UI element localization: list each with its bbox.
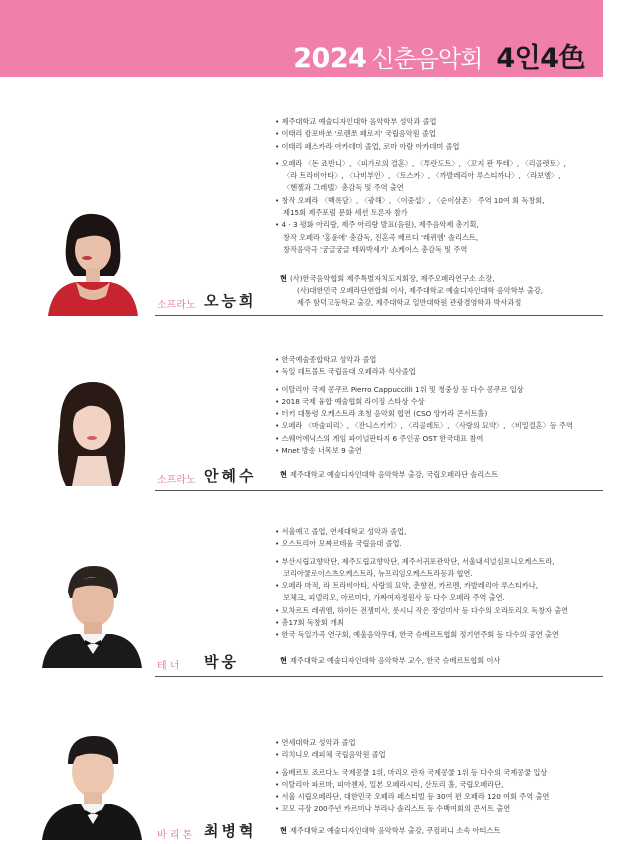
bio-item: • 이태리 캄포바쏘 '로렌쪼 페로지' 국립음악원 졸업: [275, 129, 436, 139]
performer-role: 테 너: [157, 661, 180, 672]
bio-item: 코리아쿨로이스츠오케스트라, 뉴프리임오케스트라등과 협연.: [283, 568, 473, 578]
current-line: (사)대한민국 오페라단연합회 이사, 제주대학교 예술디자인대학 음악학부 출강,: [297, 286, 544, 295]
current-label: 현: [280, 656, 287, 665]
bio-item: • 제주대학교 예술디자인대학 음악학부 성악과 졸업: [275, 117, 437, 126]
bio-item: 보체크, 피델리오, 아르미다, 가짜여자정원사 등 다수 오페라 주역 출연.: [283, 593, 505, 603]
bio-item: • 연세대학교 성악과 졸업: [275, 738, 356, 747]
soprano-portrait-image: [38, 376, 144, 486]
bio-item: • 서울 시립오페라단, 대한민국 오페라 페스티벌 등 30여 편 오페라 120 여회 주역 출연: [275, 792, 550, 802]
bio-item: • 스웨어에닉스의 게임 파이널판타지 6 주인공 OST 한국대표 참여: [275, 433, 484, 443]
performer-photo: [38, 558, 144, 668]
performer-bio: [275, 526, 610, 642]
section-divider: [155, 490, 603, 491]
bio-item: • 서울예고 졸업, 연세대학교 성악과 졸업,: [275, 527, 407, 536]
performer-role: 바 리 톤: [157, 830, 193, 841]
performer-role: 소프라노: [157, 300, 196, 311]
concert-title: [293, 36, 585, 75]
bio-item: • 터키 대통령 오케스트라 초청 음악회 협연 (CSO 앙카라 콘서트홀): [275, 409, 488, 419]
current-line: 제주대학교 예술디자인대학 음악학부 출강, 국립오페라단 솔리스트: [289, 470, 499, 479]
bio-item: 〈헨젤과 그레텔〉총감독 및 주역 출연: [283, 183, 404, 193]
bio-item: • 이탈리아 파르마, 피아첸자, 일본 오페라시티, 산토리 홀, 국립오페라단,: [275, 779, 504, 789]
bio-item: 제15회 제주포럼 문화 세션 토론자 참가: [283, 208, 408, 218]
current-position: [280, 469, 610, 481]
performer-bio: [275, 116, 610, 256]
soprano-portrait-image: [38, 206, 144, 316]
bio-item: • 총17회 독창회 개최: [275, 618, 344, 628]
bio-item: • 이태리 페스카라 아카데미 졸업, 로마 아람 아카데미 졸업: [275, 141, 460, 151]
bio-item: • 이탈리아 국제 콩쿠르 Pierro Cappuccilli 1위 및 청중상 등 다수 콩쿠르 입상: [275, 384, 524, 394]
current-line: 제주대학교 예술디자인대학 음악학부 출강, 쿠컴퍼니 소속 아티스트: [289, 826, 501, 835]
section-divider: [155, 315, 603, 316]
bio-item: 〈라 트라비아타〉, 〈나비부인〉, 〈토스카〉, 〈까발레리아 루스티까나〉, 〈라보엠〉,: [283, 171, 561, 181]
section-divider: [155, 676, 603, 677]
current-label: 현: [280, 826, 287, 835]
bio-item: • 독일 데트몰트 국립음대 오페라과 석사졸업: [275, 367, 416, 377]
concert-name: 신춘음악회: [371, 45, 483, 73]
tenor-portrait-image: [38, 558, 144, 668]
bio-item: • 오스트리아 모짜르테움 국립음대 졸업.: [275, 539, 402, 549]
performer-bio: [275, 354, 610, 457]
concert-badge: 4인4色: [496, 43, 585, 74]
bio-item: • 한국 독일가곡 연구회, 예울음악무대, 한국 슈베르트협회 정기연주회 등 다수의 공연 출연: [275, 630, 559, 640]
current-position: [280, 655, 610, 667]
bio-item: • 4 · 3 평화 아리랑, 제주 아리랑 발표(음원), 제주음악제 총기획,: [275, 220, 479, 230]
performer-name: 안혜수: [204, 467, 257, 485]
bio-item: • 리치니오 레피체 국립음악원 졸업: [275, 750, 386, 760]
bio-item: • 부산시립교향악단, 제주도립교향악단, 제주서귀포관악단, 서울내셔널심포니오케스트라,: [275, 556, 555, 566]
bio-item: 창작 오페라 '홍윤애' 총감독, 진혼곡 베르디 '레퀴엠' 솔리스트,: [283, 232, 479, 242]
performer-role: 소프라노: [157, 475, 196, 486]
concert-year: 2024: [293, 43, 367, 74]
current-line: 제주 함덕고등학교 출강, 제주대학교 일반대학원 관광경영학과 박사과정: [297, 298, 522, 307]
baritone-portrait-image: [38, 730, 144, 840]
bio-item: • Mnet 방송 너목보 9 출연: [275, 446, 362, 456]
performer-bio: [275, 737, 610, 816]
current-position: [280, 273, 610, 309]
bio-item: • 2018 국제 융합 예술협회 라이징 스타상 수상: [275, 396, 425, 406]
performer-name: 오능희: [204, 292, 257, 310]
current-line: 제주대학교 예술디자인대학 음악학부 교수, 한국 슈베르트협회 이사: [289, 656, 501, 665]
bio-item: 창작음악극 '궁글궁글 테와박세기' 쇼케이스 총감독 및 주역: [283, 244, 468, 254]
performer-photo: [38, 206, 144, 316]
bio-item: • 모차르트 레퀴엠, 하이든 전쟁미사, 롯시니 작은 장엄미사 등 다수의 오라토리오 독창자 출연: [275, 605, 569, 615]
bio-item: • 창작 오페라 〈백록담〉, 〈광해〉, 〈이중섭〉, 〈순이삼촌〉 주역 10여 회 독창회,: [275, 195, 545, 205]
current-line: (사)한국음악협회 제주특별자치도지회장, 제주오페라연구소 소장,: [289, 274, 495, 283]
current-position: [280, 825, 610, 837]
bio-item: • 오페라 〈마술피리〉, 〈잔니스키키〉, 〈리골레토〉, 〈사랑의 묘약〉, 〈비밀결혼〉등 주역: [275, 421, 573, 431]
bio-item: • 오페라 마적, 라 트라비아타, 사랑의 묘약, 춘향전, 카르멘, 카발레리아 루스티카나,: [275, 581, 538, 591]
performer-name: 박웅: [204, 653, 239, 671]
bio-item: • 한국예술종합학교 성악과 졸업: [275, 355, 377, 364]
bio-item: • 꼬모 극장 200주년 카르미나 부라나 솔리스트 등 수백여회의 콘서트 출연: [275, 804, 511, 814]
current-label: 현: [280, 274, 287, 283]
header-banner: [0, 0, 603, 77]
bio-item: • 올베르토 죠르다노 국제콩쿨 1위, 마리오 란자 국제콩쿨 1위 등 다수의 국제콩쿨 입상: [275, 767, 548, 777]
current-label: 현: [280, 470, 287, 479]
performer-name: 최병혁: [204, 822, 257, 840]
performer-photo: [38, 376, 144, 486]
performer-photo: [38, 730, 144, 840]
bio-item: • 오페라 〈돈 죠반니〉, 〈피가로의 결혼〉, 〈투란도트〉, 〈꼬지 판 뚜테〉, 〈리골렛토〉,: [275, 158, 566, 168]
